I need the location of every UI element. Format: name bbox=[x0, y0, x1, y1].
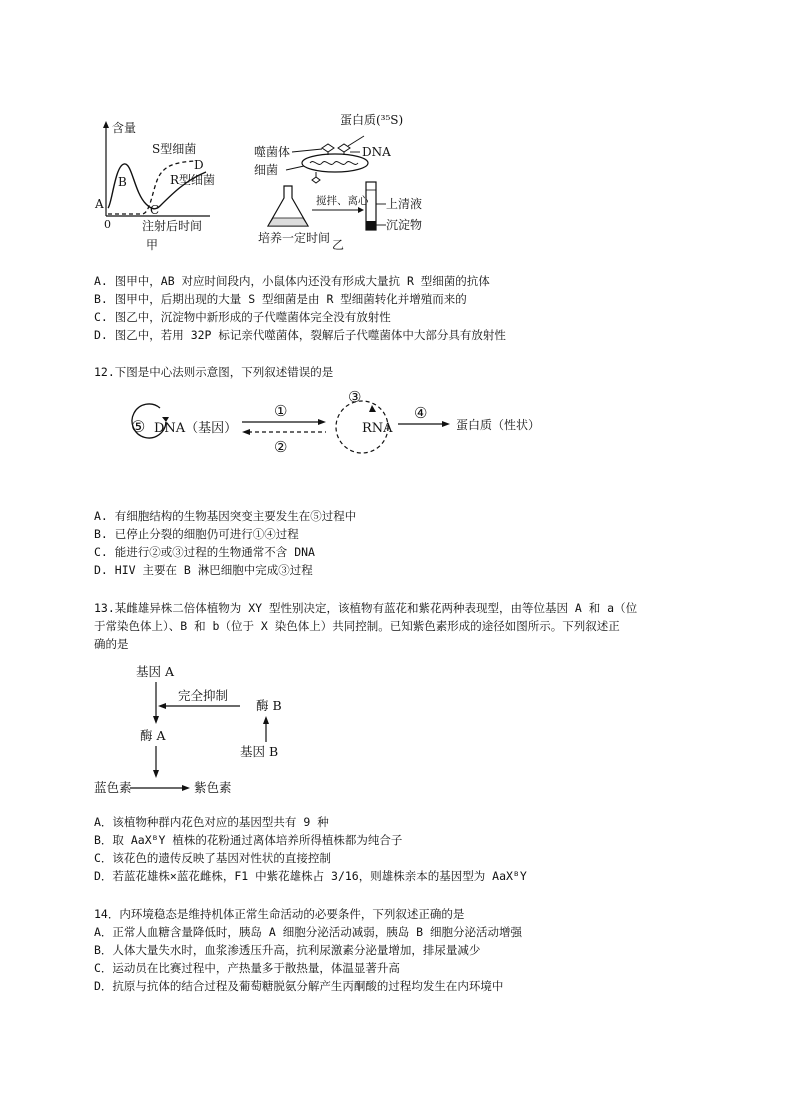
figure-yi-caption: 乙 bbox=[332, 238, 345, 252]
point-d: D bbox=[194, 158, 204, 172]
q13-stem-line1: 13.某雌雄异株二倍体植物为 XY 型性别决定，该植物有蓝花和紫花两种表现型，由等位基因 A 和 a（位 bbox=[94, 601, 638, 615]
q12-option-d: D. HIV 主要在 B 淋巴细胞中完成③过程 bbox=[94, 563, 313, 577]
q11-option-b: B. 图甲中，后期出现的大量 S 型细菌是由 R 型细菌转化并增殖而来的 bbox=[94, 292, 467, 306]
supernatant-label: 上清液 bbox=[386, 197, 423, 211]
pigment-pathway-diagram bbox=[90, 660, 310, 802]
point-a: A bbox=[95, 197, 104, 211]
process-4-label: ④ bbox=[414, 404, 428, 422]
q13-option-b: B．取 AaXᴮY 植株的花粉通过离体培养所得植株都为纯合子 bbox=[94, 833, 403, 847]
q13-option-d: D．若蓝花雄株×蓝花雌株，F1 中紫花雄株占 3/16，则雄株亲本的基因型为 AaXᴮY bbox=[94, 869, 527, 883]
point-c: C bbox=[150, 203, 160, 217]
dna-gene-label: DNA（基因） bbox=[154, 421, 238, 436]
blue-pigment-label: 蓝色素 bbox=[94, 780, 132, 795]
s-curve-label: S型细菌 bbox=[152, 142, 197, 156]
protein-trait-label: 蛋白质（性状） bbox=[456, 418, 541, 432]
enzyme-b-label: 酶 B bbox=[256, 698, 282, 713]
q11-option-d: D. 图乙中，若用 32P 标记亲代噬菌体，裂解后子代噬菌体中大部分具有放射性 bbox=[94, 328, 506, 342]
enzyme-a-label: 酶 A bbox=[140, 728, 166, 743]
q12-option-a: A. 有细胞结构的生物基因突变主要发生在⑤过程中 bbox=[94, 509, 357, 523]
q13-stem-line2: 于常染色体上）、B 和 b（位于 X 染色体上）共同控制。已知紫色素形成的途径如图所示。下列叙述正 bbox=[94, 619, 620, 633]
central-dogma-diagram bbox=[126, 386, 566, 470]
point-b: B bbox=[118, 175, 127, 189]
inhibit-label: 完全抑制 bbox=[178, 688, 229, 703]
q14-option-b: B．人体大量失水时，血浆渗透压升高，抗利尿激素分泌量增加，排尿量减少 bbox=[94, 943, 481, 957]
process-2-label: ② bbox=[274, 438, 288, 456]
q13-stem-line3: 确的是 bbox=[94, 637, 129, 651]
stir-label: 搅拌、离心 bbox=[316, 195, 369, 207]
q12-option-b: B. 已停止分裂的细胞仍可进行①④过程 bbox=[94, 527, 299, 541]
figure-jia bbox=[90, 112, 240, 234]
process-3-label: ③ bbox=[348, 388, 362, 406]
figure-yi bbox=[252, 108, 452, 254]
q12-stem: 12.下图是中心法则示意图，下列叙述错误的是 bbox=[94, 365, 334, 379]
purple-pigment-label: 紫色素 bbox=[194, 780, 232, 795]
q11-option-a: A. 图甲中，AB 对应时间段内，小鼠体内还没有形成大量抗 R 型细菌的抗体 bbox=[94, 274, 490, 288]
dna-label: DNA bbox=[362, 145, 391, 159]
culture-label: 培养一定时间 bbox=[258, 231, 331, 245]
q13-option-c: C．该花色的遗传反映了基因对性状的直接控制 bbox=[94, 851, 331, 865]
precipitate-label: 沉淀物 bbox=[386, 218, 423, 232]
process-1-label: ① bbox=[274, 402, 288, 420]
q12-option-c: C. 能进行②或③过程的生物通常不含 DNA bbox=[94, 545, 315, 559]
rna-label: RNA bbox=[362, 421, 393, 436]
origin-label: 0 bbox=[104, 218, 111, 231]
q14-option-c: C．运动员在比赛过程中，产热量多于散热量，体温显著升高 bbox=[94, 961, 400, 975]
x-axis-label: 注射后时间 bbox=[142, 219, 203, 233]
q14-option-d: D．抗原与抗体的结合过程及葡萄糖脱氨分解产生丙酮酸的过程均发生在内环境中 bbox=[94, 979, 504, 993]
q14-stem: 14．内环境稳态是维持机体正常生命活动的必要条件，下列叙述正确的是 bbox=[94, 907, 465, 921]
figure-jia-caption: 甲 bbox=[146, 238, 159, 252]
protein-label: 蛋白质(³⁵S) bbox=[340, 113, 404, 127]
process-5-label: ⑤ bbox=[131, 417, 146, 436]
gene-b-label: 基因 B bbox=[240, 744, 279, 759]
phage-label: 噬菌体 bbox=[254, 145, 291, 159]
q13-option-a: A．该植物种群内花色对应的基因型共有 9 种 bbox=[94, 815, 329, 829]
bacteria-label: 细菌 bbox=[254, 163, 279, 177]
q11-option-c: C. 图乙中，沉淀物中新形成的子代噬菌体完全没有放射性 bbox=[94, 310, 391, 324]
y-axis-label: 含量 bbox=[112, 121, 137, 135]
r-curve-label: R型细菌 bbox=[170, 173, 216, 187]
q14-option-a: A．正常人血糖含量降低时，胰岛 A 细胞分泌活动减弱，胰岛 B 细胞分泌活动增强 bbox=[94, 925, 522, 939]
gene-a-label: 基因 A bbox=[136, 664, 175, 679]
